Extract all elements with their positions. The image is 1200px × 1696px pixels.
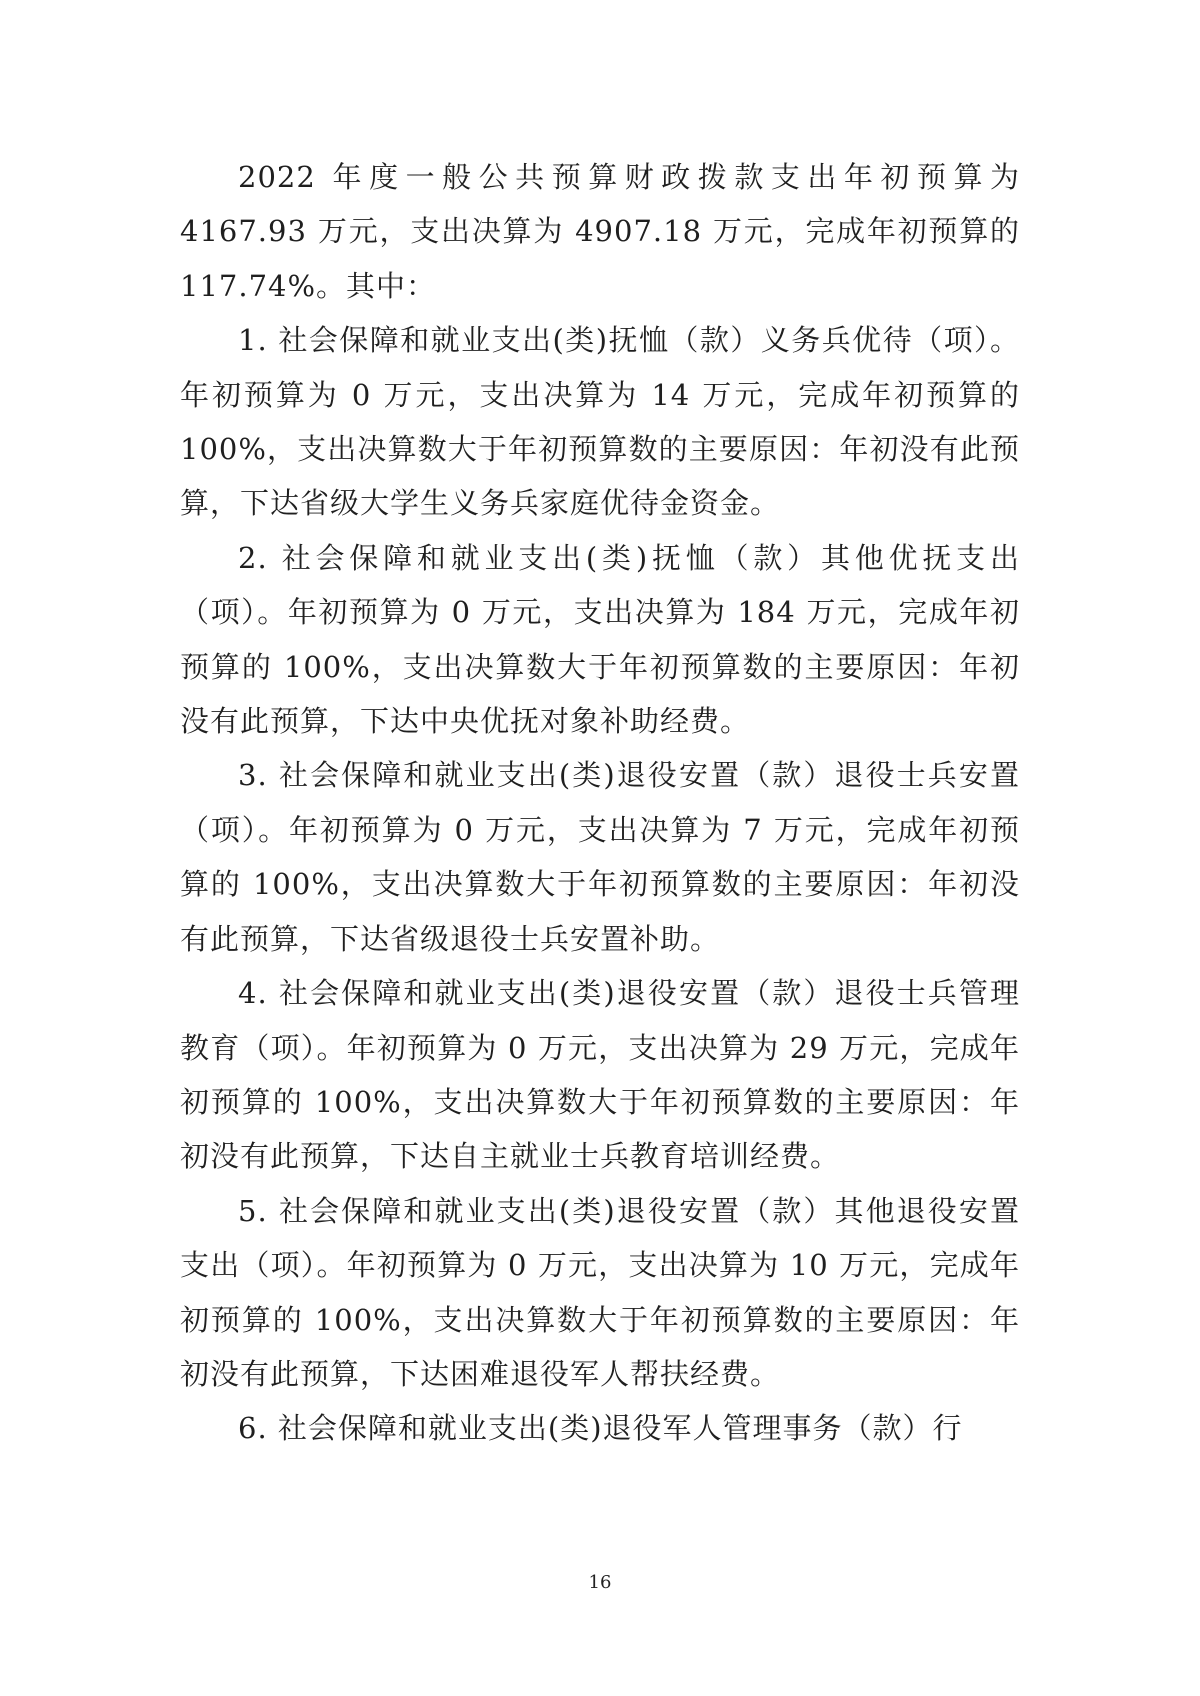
paragraph-item-2: 2. 社会保障和就业支出(类)抚恤（款）其他优抚支出（项）。年初预算为 0 万元，支出决算为 184 万元，完成年初预算的 100%，支出决算数大于年初预算数的主要原因：年初没有此预算，下达中央优抚对象补助经费。 — [180, 540, 1020, 739]
document-body — [180, 150, 1020, 1456]
paragraph-item-4: 4. 社会保障和就业支出(类)退役安置（款）退役士兵管理教育（项）。年初预算为 0 万元，支出决算为 29 万元，完成年初预算的 100%，支出决算数大于年初预算数的主要原因：年初没有此预算，下达自主就业士兵教育培训经费。 — [180, 976, 1020, 1174]
paragraph-item-3: 3. 社会保障和就业支出(类)退役安置（款）退役士兵安置（项）。年初预算为 0 万元，支出决算为 7 万元，完成年初预算的 100%，支出决算数大于年初预算数的主要原因：年初没有此预算，下达省级退役士兵安置补助。 — [180, 758, 1020, 956]
paragraph-item-1: 1. 社会保障和就业支出(类)抚恤（款）义务兵优待（项）。年初预算为 0 万元，支出决算为 14 万元，完成年初预算的 100%，支出决算数大于年初预算数的主要原因：年初没有此预算，下达省级大学生义务兵家庭优待金资金。 — [180, 323, 1020, 521]
paragraph-intro: 2022 年度一般公共预算财政拨款支出年初预算为 4167.93 万元，支出决算为 4907.18 万元，完成年初预算的 117.74%。其中： — [180, 160, 1020, 303]
paragraph-item-6: 6. 社会保障和就业支出(类)退役军人管理事务（款）行 — [238, 1411, 963, 1446]
paragraph-item-5: 5. 社会保障和就业支出(类)退役安置（款）其他退役安置支出（项）。年初预算为 0 万元，支出决算为 10 万元，完成年初预算的 100%，支出决算数大于年初预算数的主要原因：年初没有此预算，下达困难退役军人帮扶经费。 — [180, 1193, 1020, 1391]
page-number: 16 — [588, 1572, 612, 1593]
